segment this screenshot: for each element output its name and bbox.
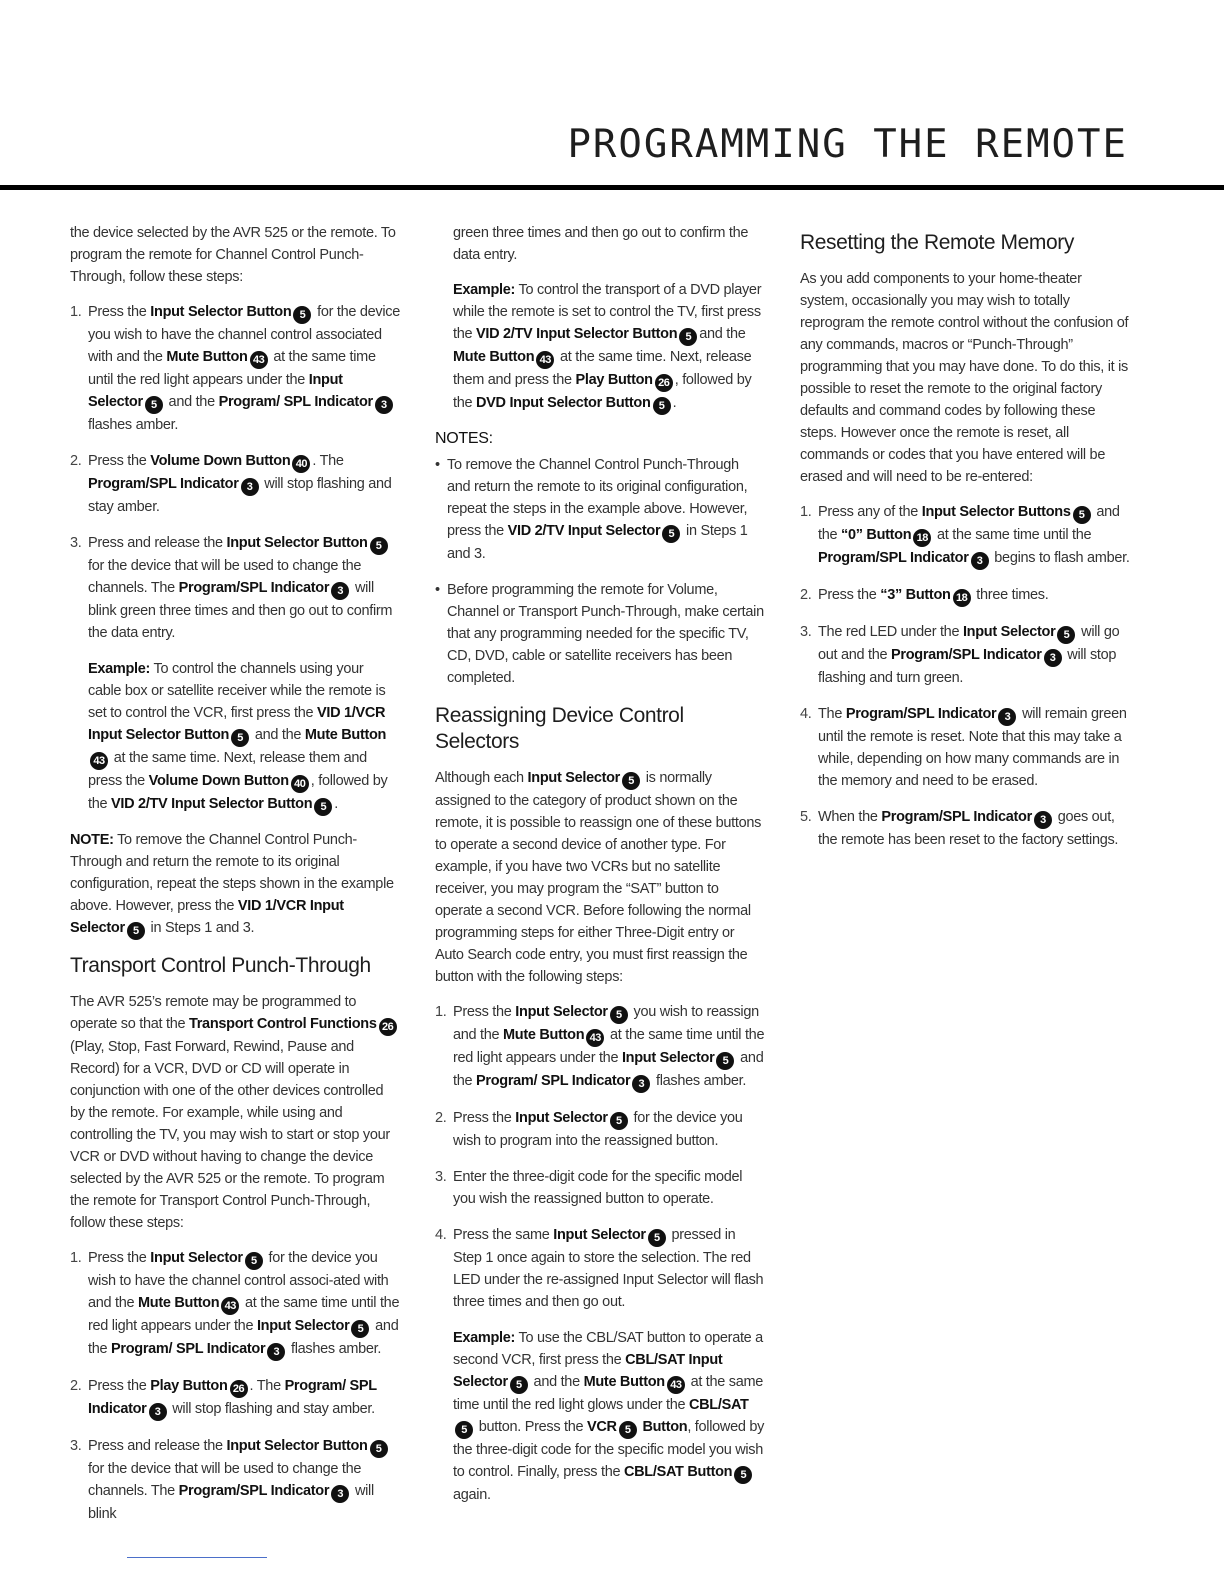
continued-paragraph: green three times and then go out to confirm the data entry. [453, 225, 749, 263]
callout-number-badge: 3 [241, 478, 259, 496]
transport-punch-through-steps [70, 1247, 400, 1525]
bold-term: Input Selector [621, 1050, 715, 1066]
bold-term: “0” Button [841, 527, 912, 543]
bold-term: Program/SPL Indicator [818, 550, 969, 566]
note-item: • To remove the Channel Control Punch-Through and return the remote to its original configuration, repeat the steps in the example above. However, press the VID 2/TV Input Selector 5 in Steps 1 and 3. [435, 454, 765, 565]
reset-steps [800, 501, 1130, 851]
bold-term: Button [642, 1419, 688, 1435]
bold-term: Input Selector [962, 624, 1056, 640]
callout-number-badge: 5 [370, 1440, 388, 1458]
bold-term: Input Selector Button [150, 304, 292, 320]
bold-term: Mute Button [503, 1027, 585, 1043]
step-item: 4. Press the same Input Selector 5 pressed in Step 1 once again to store the selection. The red LED under the re-assigned Input Selector will flash three times and then go out. [435, 1224, 765, 1313]
callout-number-badge: 3 [331, 582, 349, 600]
note-paragraph: NOTE: To remove the Channel Control Punch-Through and return the remote to its original configuration, repeat the steps shown in the example above. However, press the VID 1/VCR Input Selector 5 in Steps 1 and 3. [70, 829, 400, 940]
callout-number-badge: 5 [622, 772, 640, 790]
callout-number-badge: 26 [655, 374, 673, 392]
bold-term: Input Selector [553, 1227, 646, 1243]
step-item: 4. The Program/SPL Indicator 3 will remain green until the remote is reset. Note that this may take a while, depending on how many commands are in the memory and need to be erased. [800, 703, 1130, 792]
callout-number-badge: 5 [231, 729, 249, 747]
footer-rule [127, 1557, 267, 1558]
callout-number-badge: 26 [379, 1018, 397, 1036]
section-heading-transport: Transport Control Punch-Through [70, 954, 371, 977]
callout-number-badge: 5 [648, 1229, 666, 1247]
callout-number-badge: 5 [662, 525, 680, 543]
step-item: 3. Press and release the Input Selector Button 5 for the device that will be used to change the channels. The Program/SPL Indicator 3 will blink [70, 1435, 400, 1525]
callout-number-badge: 3 [1044, 649, 1062, 667]
bold-term: CBL/SAT [688, 1397, 749, 1413]
bold-term: Volume Down Button [150, 453, 291, 469]
bold-term: Program/ SPL Indicator [111, 1341, 266, 1357]
bold-term: Program/ SPL Indicator [476, 1073, 631, 1089]
bold-term: Example: [453, 1330, 516, 1346]
notes-list [435, 454, 765, 689]
callout-number-badge: 5 [370, 537, 388, 555]
callout-number-badge: 43 [667, 1376, 685, 1394]
example-paragraph: Example: To control the channels using your cable box or satellite receiver while the remote is set to control the VCR, first press the VID 1/VCR Input Selector Button 5 and the Mute Button43 at the same time. Next, release them and press the Volume Down Button 40 , followed by the VID 2/TV Input Selector Button 5 . [70, 658, 400, 816]
callout-number-badge: 5 [351, 1320, 369, 1338]
bold-term: VID 1/VCR Input Selector [70, 898, 344, 936]
callout-number-badge: 5 [127, 922, 145, 940]
bold-term: Input Selector [150, 1250, 243, 1266]
bold-term: Example: [453, 282, 516, 298]
reassign-intro-paragraph: Although each Input Selector 5 is normally assigned to the category of product shown on the remote, it is possible to reassign one of these buttons to operate a second device of another type. For example, if you have two VCRs but no satellite receiver, you may program the “SAT” button to operate a second VCR. Before following the normal programming steps for either Three-Digit entry or Auto Search code entry, you must first reassign the button with the following steps: [435, 770, 762, 985]
callout-number-badge: 5 [653, 397, 671, 415]
callout-number-badge: 3 [375, 396, 393, 414]
bold-term: VCR [586, 1419, 617, 1435]
bold-term: Play Button [575, 372, 653, 388]
step-item: 1. Press the Input Selector 5 for the device you wish to have the channel control associ-ated with and the Mute Button 43 at the same time until the red light appears under the Input Selector 5 and the Program/ SPL Indicator 3 flashes amber. [70, 1247, 400, 1361]
bold-term: Program/SPL Indicator [178, 1483, 330, 1499]
section-heading-reset: Resetting the Remote Memory [800, 231, 1074, 254]
bold-term: Program/ SPL Indicator [218, 394, 373, 410]
reassign-steps [435, 1001, 765, 1313]
example-paragraph: Example: To control the transport of a DVD player while the remote is set to control the TV, first press the VID 2/TV Input Selector Button 5 and the Mute Button 43 at the same time. Next, release them and press the Play Button 26 , followed by the DVD Input Selector Button 5 . [435, 279, 765, 415]
section-heading-reassign: Reassigning Device Control Selectors [435, 704, 684, 753]
callout-number-badge: 5 [145, 396, 163, 414]
bold-term: Program/SPL Indicator [88, 476, 239, 492]
bold-term: Mute Button [166, 349, 248, 365]
bold-term: Play Button [150, 1378, 228, 1394]
title-rule [0, 185, 1224, 190]
notes-heading: NOTES: [435, 430, 493, 447]
callout-number-badge: 43 [221, 1297, 239, 1315]
callout-number-badge: 5 [510, 1376, 528, 1394]
reset-intro-paragraph: As you add components to your home-theater system, occasionally you may wish to totally reprogram the remote control without the confusion of any commands, macros or “Punch-Through” programming that you may have done. To do this, it is possible to reset the remote to the original factory defaults and command codes by following these steps. However once the remote is reset, all commands or codes that you have entered will be erased and will need to be re-entered: [800, 271, 1129, 485]
callout-number-badge: 26 [230, 1380, 248, 1398]
bold-term: Mute Button [583, 1374, 665, 1390]
callout-number-badge: 3 [998, 708, 1016, 726]
step-item: 3. Press and release the Input Selector Button 5 for the device that will be used to change the channels. The Program/SPL Indicator 3 will blink green three times and then go out to confirm the data entry. [70, 532, 400, 644]
callout-number-badge: 43 [250, 351, 268, 369]
callout-number-badge: 5 [455, 1421, 473, 1439]
bold-term: VID 1/VCR Input Selector Button [88, 705, 386, 743]
callout-number-badge: 43 [586, 1029, 604, 1047]
example-paragraph: Example: To use the CBL/SAT button to operate a second VCR, first press the CBL/SAT Input Selector 5 and the Mute Button 43 at the same time until the red light glows under the CBL/SAT5 button. Press the VCR 5 Button, followed by the three-digit code for the specific model you wish to control. Finally, press the CBL/SAT Button 5 again. [453, 1330, 765, 1503]
note-item: • Before programming the remote for Volume, Channel or Transport Punch-Through, make certain that any programming needed for the specific TV, CD, DVD, cable or satellite receivers has been completed. [435, 579, 765, 689]
step-item: 2. Press the Play Button 26 . The Program/ SPL Indicator 3 will stop flashing and stay amber. [70, 1375, 400, 1421]
bold-term: VID 2/TV Input Selector Button [476, 326, 678, 342]
bold-term: Example: [88, 661, 151, 677]
column-middle [435, 222, 765, 1519]
bold-term: “3” Button [880, 587, 951, 603]
bold-term: Program/SPL Indicator [881, 809, 1032, 825]
step-item: 2. Press the Volume Down Button 40 . The Program/SPL Indicator 3 will stop flashing and stay amber. [70, 450, 400, 518]
step-item: 1. Press the Input Selector Button 5 for the device you wish to have the channel control associated with and the Mute Button 43 at the same time until the red light appears under the Input Selector 5 and the Program/ SPL Indicator 3 flashes amber. [70, 301, 400, 436]
step-item: 3. The red LED under the Input Selector 5 will go out and the Program/SPL Indicator 3 will stop flashing and turn green. [800, 621, 1130, 689]
step-item: 2. Press the “3” Button 18 three times. [800, 584, 1130, 607]
transport-intro-paragraph: The AVR 525’s remote may be programmed to operate so that the Transport Control Functions 26 (Play, Stop, Fast Forward, Rewind, Pause and Record) for a VCR, DVD or CD will operate in conjunction with one of the other devices controlled by the remote. For example, while using and controlling the TV, you may wish to start or stop your VCR or DVD without having to change the device selected by the AVR 525 or the remote. To program the remote for Transport Control Punch-Through, follow these steps: [70, 991, 400, 1234]
channel-punch-through-steps [70, 301, 400, 644]
bold-term: Mute Button [138, 1295, 220, 1311]
step-item: 3. Enter the three-digit code for the specific model you wish the reassigned button to operate. [435, 1166, 765, 1210]
bold-term: Program/ SPL Indicator [88, 1378, 377, 1417]
callout-number-badge: 43 [536, 351, 554, 369]
callout-number-badge: 5 [679, 328, 697, 346]
callout-number-badge: 40 [292, 455, 310, 473]
callout-number-badge: 3 [1034, 811, 1052, 829]
step-item: 1. Press any of the Input Selector Buttons 5 and the “0” Button 18 at the same time until the Program/SPL Indicator 3 begins to flash amber. [800, 501, 1130, 570]
callout-number-badge: 5 [716, 1052, 734, 1070]
step-item: 2. Press the Input Selector 5 for the device you wish to program into the reassigned button. [435, 1107, 765, 1152]
callout-number-badge: 5 [293, 306, 311, 324]
bold-term: Input Selector [256, 1318, 350, 1334]
step-item: 1. Press the Input Selector 5 you wish to reassign and the Mute Button 43 at the same time until the red light appears under the Input Selector 5 and the Program/ SPL Indicator 3 flashes amber. [435, 1001, 765, 1093]
callout-number-badge: 3 [632, 1075, 650, 1093]
bold-term: Input Selector [527, 770, 621, 786]
column-right [800, 222, 1130, 865]
callout-number-badge: 40 [291, 775, 309, 793]
intro-paragraph: the device selected by the AVR 525 or the remote. To program the remote for Channel Control Punch-Through, follow these steps: [70, 225, 396, 285]
bold-term: VID 2/TV Input Selector [507, 523, 661, 539]
callout-number-badge: 5 [610, 1112, 628, 1130]
bold-term: Mute Button [453, 349, 535, 365]
column-left [70, 222, 400, 1539]
bold-term: Input Selector [88, 372, 343, 410]
callout-number-badge: 5 [314, 798, 332, 816]
callout-number-badge: 5 [610, 1006, 628, 1024]
callout-number-badge: 3 [149, 1403, 167, 1421]
bold-term: Mute Button [304, 727, 387, 743]
step-item: 5. When the Program/SPL Indicator 3 goes out, the remote has been reset to the factory settings. [800, 806, 1130, 851]
callout-number-badge: 18 [953, 589, 971, 607]
callout-number-badge: 3 [971, 552, 989, 570]
bold-term: VID 2/TV Input Selector Button [111, 796, 313, 812]
callout-number-badge: 5 [619, 1421, 637, 1439]
bold-term: Volume Down Button [148, 773, 289, 789]
callout-number-badge: 43 [90, 752, 108, 770]
callout-number-badge: 3 [331, 1485, 349, 1503]
callout-number-badge: 3 [267, 1343, 285, 1361]
bold-term: Input Selector Button [226, 1438, 368, 1454]
bold-term: CBL/SAT Button [623, 1464, 733, 1480]
callout-number-badge: 5 [734, 1466, 752, 1484]
bold-term: Input Selector Buttons [921, 504, 1071, 520]
bold-term: CBL/SAT Input Selector [453, 1352, 723, 1390]
page-title: PROGRAMMING THE REMOTE [567, 122, 1128, 167]
bold-term: Input Selector [515, 1004, 608, 1020]
bold-term: DVD Input Selector Button [476, 395, 651, 411]
callout-number-badge: 18 [913, 529, 931, 547]
bold-term: Program/SPL Indicator [845, 706, 997, 722]
bold-term: Input Selector Button [226, 535, 368, 551]
bold-term: NOTE: [70, 832, 114, 848]
bold-term: Transport Control Functions [188, 1016, 377, 1032]
callout-number-badge: 5 [1057, 626, 1075, 644]
bold-term: Program/SPL Indicator [891, 647, 1042, 663]
callout-number-badge: 5 [1073, 506, 1091, 524]
callout-number-badge: 5 [245, 1252, 263, 1270]
bold-term: Input Selector [515, 1110, 608, 1126]
bold-term: Program/SPL Indicator [178, 580, 330, 596]
